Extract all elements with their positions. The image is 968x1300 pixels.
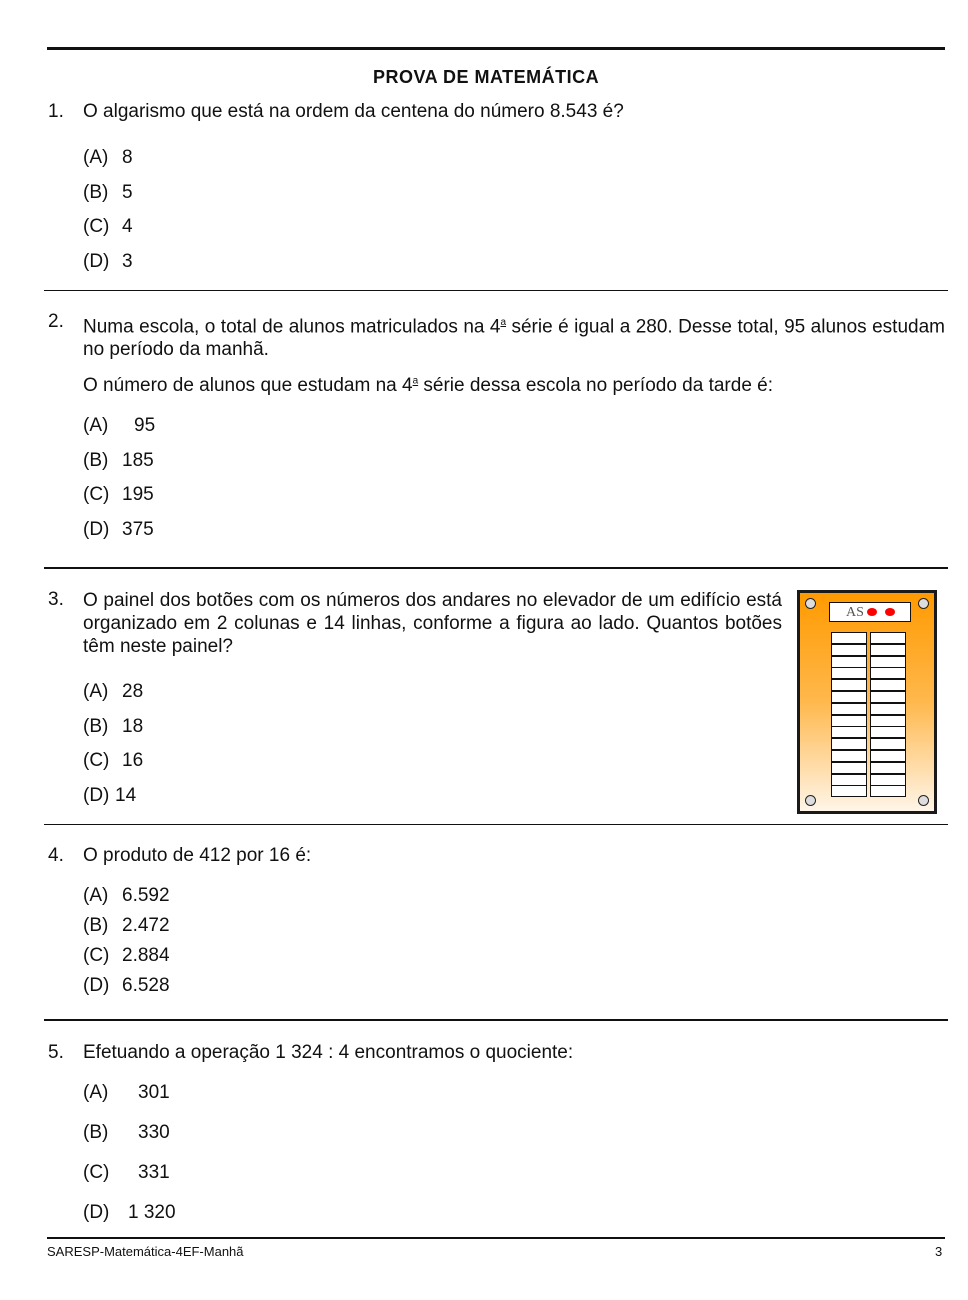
option-letter: (A) — [83, 885, 109, 906]
option-letter: (C) — [83, 1162, 110, 1183]
elevator-button — [831, 644, 867, 656]
divider — [44, 290, 948, 291]
text: Numa escola, o total de alunos matriculados na 4 — [83, 316, 501, 338]
option-letter: (B) — [83, 449, 109, 471]
divider — [44, 567, 948, 569]
option-letter: (B) — [83, 181, 109, 203]
option-letter: (D) — [83, 518, 110, 540]
divider — [47, 1237, 945, 1239]
elevator-button — [870, 703, 906, 715]
option-letter: (D) — [83, 250, 110, 272]
elevator-button — [831, 656, 867, 668]
question-number: 1. — [48, 101, 64, 122]
option-value: 301 — [138, 1082, 170, 1103]
elevator-button — [831, 667, 867, 679]
question-prompt — [83, 375, 773, 397]
option-letter: (A) — [83, 147, 109, 168]
option-value: 6.592 — [122, 885, 170, 906]
option-value: 28 — [122, 681, 144, 702]
screw-icon — [805, 598, 816, 609]
elevator-button — [870, 762, 906, 774]
elevator-button — [831, 750, 867, 762]
option-value: 331 — [138, 1162, 170, 1183]
option-value: 2.472 — [122, 915, 170, 936]
option-value: 8 — [122, 147, 133, 168]
elevator-button — [870, 726, 906, 738]
question-number: 5. — [48, 1042, 64, 1063]
option-value: 3 — [122, 250, 133, 272]
option-letter: (A) — [83, 681, 109, 702]
question-text: O produto de 412 por 16 é: — [83, 845, 312, 866]
divider — [44, 824, 948, 825]
divider — [44, 1019, 948, 1021]
option-value: 16 — [122, 750, 144, 771]
elevator-button — [831, 679, 867, 691]
option-value: 5 — [122, 181, 133, 203]
screw-icon — [918, 795, 929, 806]
option-value: 330 — [138, 1122, 170, 1143]
question-number: 4. — [48, 845, 64, 866]
footer-label: SARESP-Matemática-4EF-Manhã — [47, 1244, 244, 1259]
elevator-button — [831, 774, 867, 786]
elevator-button — [870, 632, 906, 644]
elevator-button — [831, 785, 867, 797]
elevator-button — [831, 703, 867, 715]
elevator-button — [831, 738, 867, 750]
elevator-button — [831, 762, 867, 774]
elevator-button — [870, 656, 906, 668]
page-number: 3 — [935, 1244, 943, 1259]
text: série dessa escola no período da tarde é: — [418, 375, 774, 396]
elevator-button — [831, 632, 867, 644]
option-letter: (D) — [83, 975, 110, 996]
option-value: 2.884 — [122, 945, 170, 966]
elevator-button — [831, 726, 867, 738]
text: O número de alunos que estudam na 4 — [83, 375, 413, 396]
elevator-button — [870, 715, 906, 727]
question-text: Efetuando a operação 1 324 : 4 encontramos o quociente: — [83, 1042, 574, 1063]
option-value: 6.528 — [122, 975, 170, 996]
option-value: 95 — [134, 415, 156, 436]
option-letter: (C) — [83, 945, 110, 966]
option-value: 185 — [122, 449, 154, 471]
option-letter: (B) — [83, 1122, 109, 1143]
elevator-button — [870, 644, 906, 656]
panel-logo — [829, 602, 911, 622]
elevator-button — [870, 679, 906, 691]
question-text: O painel dos botões com os números dos andares no elevador de um edifício está organizado em 2 colunas e 14 linhas, conforme a figura ao lado. Quantos botões têm neste painel? — [83, 590, 782, 657]
logo-text: AS — [846, 605, 864, 620]
question-text — [83, 311, 945, 361]
elevator-panel-figure — [797, 590, 937, 814]
question-text: O algarismo que está na ordem da centena do número 8.543 é? — [83, 101, 624, 122]
divider — [47, 47, 945, 50]
logo-shape-icon — [885, 608, 895, 616]
elevator-button — [870, 667, 906, 679]
elevator-button — [870, 738, 906, 750]
option-value: 375 — [122, 518, 154, 540]
option-letter: (D) — [83, 784, 110, 806]
superscript: a — [500, 317, 507, 328]
option-letter: (D) — [83, 1202, 110, 1223]
option-value: 4 — [122, 216, 133, 237]
page-title: PROVA DE MATEMÁTICA — [373, 67, 600, 87]
elevator-button — [870, 785, 906, 797]
screw-icon — [918, 598, 929, 609]
logo-shape-icon — [867, 608, 877, 616]
option-letter: (C) — [83, 484, 110, 505]
option-value: 14 — [115, 784, 137, 806]
text: série é igual a 280. Desse total, 95 alunos estudam no período da manhã. — [83, 316, 945, 361]
option-letter: (A) — [83, 1082, 109, 1103]
option-value: 195 — [122, 484, 154, 505]
question-number: 3. — [48, 589, 64, 610]
option-value: 1 320 — [128, 1202, 176, 1223]
option-letter: (B) — [83, 715, 109, 737]
question-number: 2. — [48, 311, 64, 332]
elevator-button — [831, 715, 867, 727]
screw-icon — [805, 795, 816, 806]
elevator-button — [870, 691, 906, 703]
option-letter: (C) — [83, 750, 110, 771]
elevator-button — [870, 774, 906, 786]
option-letter: (A) — [83, 415, 109, 436]
superscript: a — [412, 375, 419, 387]
option-value: 18 — [122, 715, 144, 737]
option-letter: (B) — [83, 915, 109, 936]
option-letter: (C) — [83, 216, 110, 237]
elevator-button — [870, 750, 906, 762]
elevator-button — [831, 691, 867, 703]
